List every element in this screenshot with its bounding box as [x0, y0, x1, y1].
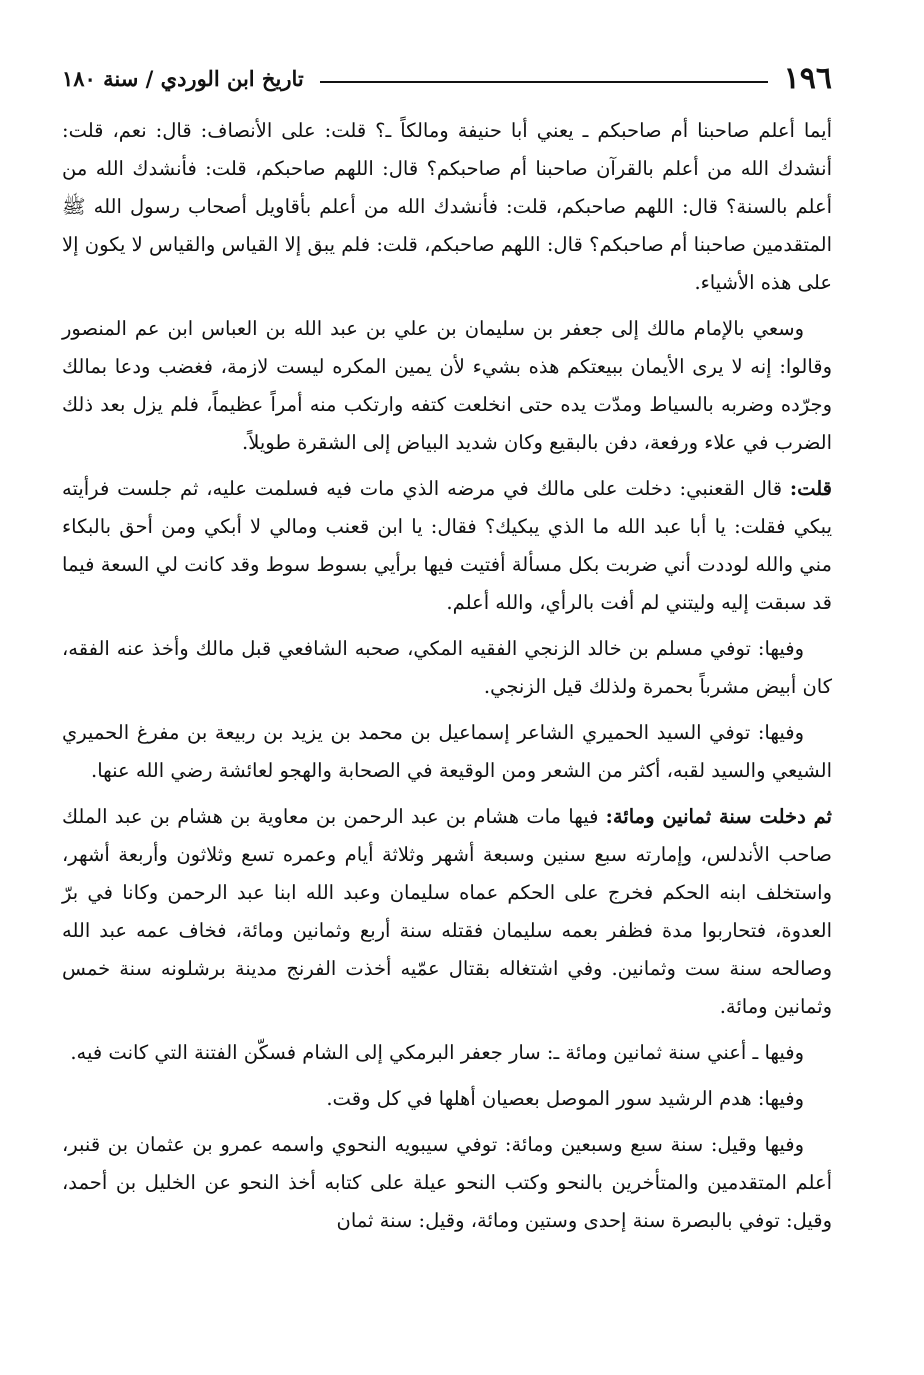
paragraph-text: وفيها: توفي مسلم بن خالد الزنجي الفقيه المكي، صحبه الشافعي قبل مالك وأخذ عنه الفقه، كان أبيض مشرباً بحمرة ولذلك قيل الزنجي. [62, 637, 832, 698]
paragraph-text: أيما أعلم صاحبنا أم صاحبكم ـ يعني أبا حنيفة ومالكاً ـ؟ قلت: على الأنصاف: قال: نعم، قلت: أنشدك الله من أعلم بالقرآن صاحبنا أم صاحبكم؟ قال: اللهم صاحبكم، قلت: فأنشدك الله من أعلم بالسنة؟ قال: اللهم صاحبكم، قلت: فأنشدك الله من أعلم بأقاويل أصحاب رسول الله ﷺ المتقدمين صاحبنا أم صاحبكم؟ قال: اللهم صاحبكم، قلت: فلم يبق إلا القياس والقياس لا يكون إلا على هذه الأشياء. [62, 119, 832, 294]
paragraph-text: وفيها: هدم الرشيد سور الموصل بعصيان أهلها في كل وقت. [326, 1087, 804, 1110]
paragraph-text: وسعي بالإمام مالك إلى جعفر بن سليمان بن علي بن عبد الله بن العباس ابن عم المنصور وقالوا: إنه لا يرى الأيمان ببيعتكم هذه بشيء لأن يمين المكره ليست لازمة، فغضب ودعا بمالك وجرّده وضربه بالسياط ومدّت يده حتى انخلعت كتفه وارتكب منه أمراً عظيماً، فلم يزل بعد ذلك الضرب في علاء ورفعة، دفن بالبقيع وكان شديد البياض إلى الشقرة طويلاً. [62, 317, 832, 454]
page-number: ١٩٦ [783, 60, 832, 96]
paragraph [62, 470, 832, 622]
paragraph-text: وفيها: توفي السيد الحميري الشاعر إسماعيل بن محمد بن يزيد بن ربيعة بن مفرغ الحميري الشيعي والسيد لقبه، أكثر من الشعر ومن الوقيعة في الصحابة والهجو لعائشة رضي الله عنها. [62, 721, 832, 782]
paragraph [62, 630, 832, 706]
running-title: تاريخ ابن الوردي / سنة ١٨٠ [62, 65, 304, 91]
header-rule [320, 81, 768, 83]
paragraph-text: قال القعنبي: دخلت على مالك في مرضه الذي مات فيه فسلمت عليه، ثم جلست فرأيته يبكي فقلت: يا أبا عبد الله ما الذي يبكيك؟ فقال: يا ابن قعنب ومالي لا أبكي ومن أحق بالبكاء مني والله لوددت أني ضربت بكل مسألة أفتيت فيها برأيي بسوط سوط وقد كانت لي السعة فيما قد سبقت إليه وليتني لم أفت بالرأي، والله أعلم. [62, 477, 832, 614]
paragraph-text: وفيها ـ أعني سنة ثمانين ومائة ـ: سار جعفر البرمكي إلى الشام فسكّن الفتنة التي كانت فيه. [70, 1041, 804, 1064]
page-header [62, 56, 832, 100]
paragraph [62, 798, 832, 1026]
paragraph [62, 1126, 832, 1240]
paragraph-lead: ثم دخلت سنة ثمانين ومائة: [605, 805, 832, 828]
paragraph-text: فيها مات هشام بن عبد الرحمن بن معاوية بن هشام بن عبد الملك صاحب الأندلس، وإمارته سبع سنين وسبعة أشهر وثلاثة أيام وعمره تسع وثلاثون وأربعة أشهر، واستخلف ابنه الحكم فخرج على الحكم عماه سليمان وعبد الله ابنا عبد الرحمن وكانا في برّ العدوة، فتحاربوا مدة فظفر بعمه سليمان فقتله سنة أربع وثمانين ومائة، فخاف عمه عبد الله وصالحه سنة ست وثمانين. وفي اشتغاله بقتال عمّيه أخذت الفرنج مدينة برشلونه سنة خمس وثمانين ومائة. [62, 805, 832, 1018]
paragraph [62, 1080, 832, 1118]
paragraph-lead: قلت: [789, 477, 832, 500]
page-body [62, 112, 832, 1248]
paragraph [62, 714, 832, 790]
paragraph [62, 310, 832, 462]
paragraph [62, 1034, 832, 1072]
paragraph [62, 112, 832, 302]
paragraph-text: وفيها وقيل: سنة سبع وسبعين ومائة: توفي سيبويه النحوي واسمه عمرو بن عثمان بن قنبر، أعلم المتقدمين والمتأخرين بالنحو وكتب النحو عيلة على كتابه أخذ النحو عن الخليل بن أحمد، وقيل: توفي بالبصرة سنة إحدى وستين ومائة، وقيل: سنة ثمان [62, 1133, 832, 1232]
